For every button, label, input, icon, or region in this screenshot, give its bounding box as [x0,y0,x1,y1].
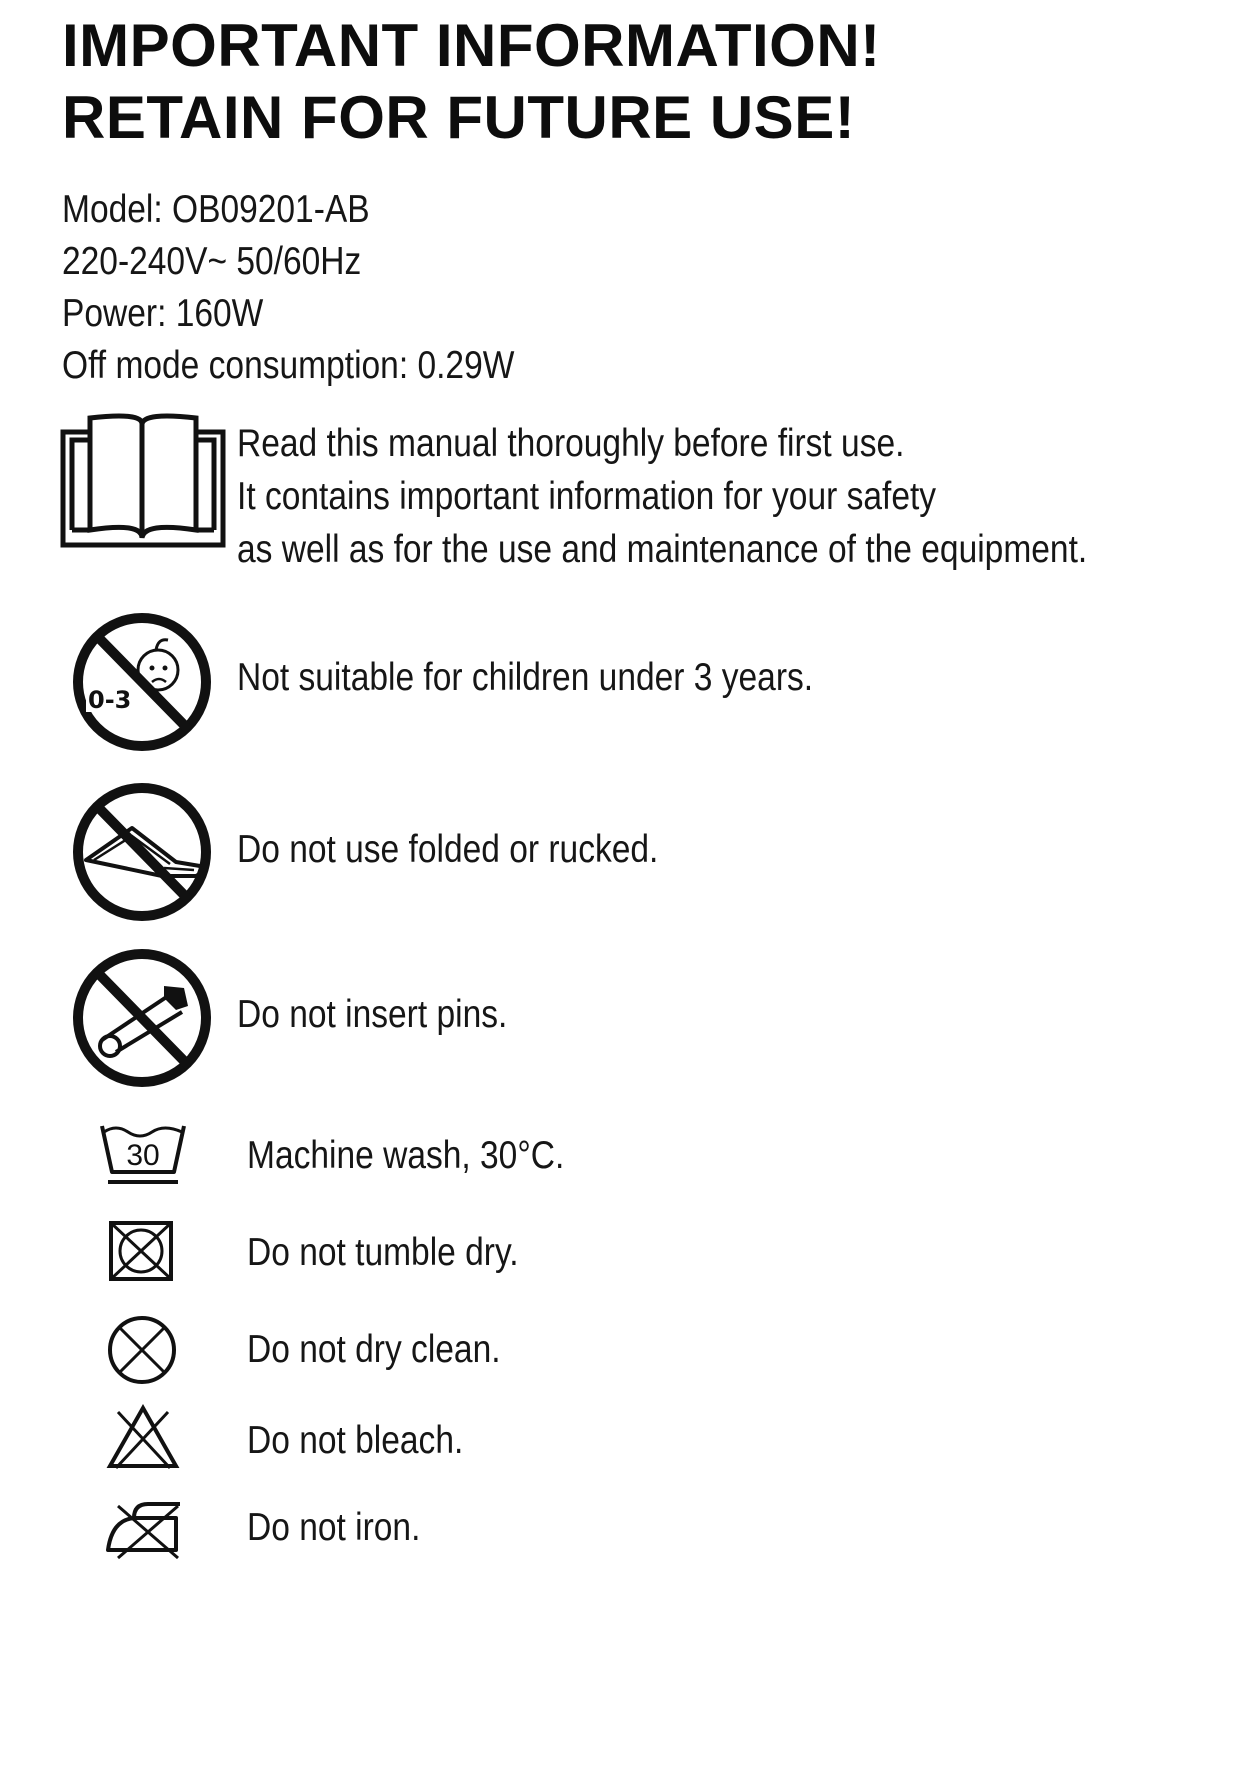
no-pins-icon [72,948,212,1088]
warning-pins-text: Do not insert pins. [237,993,508,1036]
no-children-icon [72,612,212,752]
manual-line-3: as well as for the use and maintenance of the equipment. [237,528,1088,571]
title-line-2: RETAIN FOR FUTURE USE! [62,84,856,151]
no-folding-icon [72,782,212,922]
off-mode-consumption: Off mode consumption: 0.29W [62,344,515,387]
no-iron-icon [104,1496,184,1560]
care-wash-text: Machine wash, 30°C. [247,1134,565,1177]
wash-temperature: 30 [126,1139,160,1172]
care-bleach-text: Do not bleach. [247,1419,464,1462]
open-book-icon [60,410,226,548]
title-line-1: IMPORTANT INFORMATION! [62,12,881,79]
age-badge: 0-3 [88,686,132,714]
no-bleach-icon [106,1404,180,1470]
manual-line-2: It contains important information for your safety [237,475,937,518]
care-tumble-text: Do not tumble dry. [247,1231,519,1274]
care-iron-text: Do not iron. [247,1506,421,1549]
power-rating: Power: 160W [62,292,264,335]
no-tumble-dry-icon [108,1220,174,1282]
warning-children-text: Not suitable for children under 3 years. [237,656,814,699]
model-number: Model: OB09201-AB [62,188,370,231]
machine-wash-icon [98,1120,188,1192]
no-dry-clean-icon [106,1314,178,1386]
voltage-rating: 220-240V~ 50/60Hz [62,240,362,283]
warning-folding-text: Do not use folded or rucked. [237,828,659,871]
manual-line-1: Read this manual thoroughly before first use. [237,422,905,465]
care-dryclean-text: Do not dry clean. [247,1328,501,1371]
